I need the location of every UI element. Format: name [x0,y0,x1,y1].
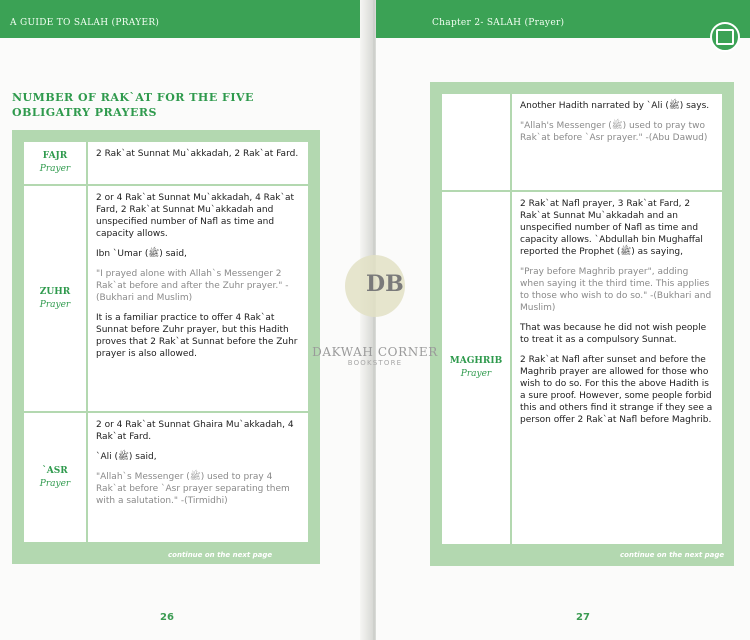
watermark-subtitle: BOOKSTORE [347,359,403,367]
table-row-zuhr [23,185,309,412]
asr-narrator: `Ali (ﷺ) said, [96,452,157,463]
prayer-label: FAJR [42,151,68,162]
zuhr-narrator: Ibn `Umar (ﷺ) said, [96,249,187,260]
prayer-label: MAGHRIB [449,356,503,366]
asr-hadith-quote: "Allah`s Messenger (ﷺ) used to pray 4 Rak`at before `Asr prayer separating them with a salutation." -(Tirmidhi) [96,472,290,507]
right-continue-note: continue on the next page [620,551,725,559]
prayer-sublabel: Prayer [39,299,71,310]
table-row-asr [23,412,309,543]
asr-continued-details [511,93,723,191]
prayer-sublabel: Prayer [39,164,71,175]
maghrib-hadith-quote: "Pray before Maghrib prayer", adding when saying it the third time. This applies to those who wish to do so." -(Bukhari and Muslim) [520,267,712,313]
zuhr-text: 2 or 4 Rak`at Sunnat Mu`akkadah, 4 Rak`at Fard, 2 Rak`at Sunnat Mu`akkadah and unspecified number of Nafl as time and capacity allows. [96,193,294,240]
maghrib-text: 2 Rak`at Nafl prayer, 3 Rak`at Fard, 2 Rak`at Sunnat Mu`akkadah and an unspecified number of Nafl as time and capacity allows. `Abdullah bin Mughaffal reported the Prophet (ﷺ) as saying, [520,199,703,257]
fajr-text: 2 Rak`at Sunnat Mu`akkadah, 2 Rak`at Fard. [96,149,299,159]
table-row-asr-continued [441,93,723,191]
book-icon [710,22,740,52]
zuhr-details [87,185,309,412]
watermark-monogram: DB [366,271,404,297]
prayer-sublabel: Prayer [39,478,71,489]
asr-details [87,412,309,543]
prayer-name-fajr [23,141,87,185]
zuhr-hadith-quote: "I prayed alone with Allah`s Messenger 2 Rak`at before and after the Zuhr prayer." -(Bukhari and Muslim) [96,269,289,304]
section-title: NUMBER OF RAK`AT FOR THE FIVE OBLIGATRY PRAYERS [12,91,254,119]
page-number-right: 27 [576,612,590,623]
maghrib-details [511,191,723,545]
prayer-sublabel: Prayer [460,369,492,379]
prayer-label: `ASR [42,465,68,476]
watermark-title: DAKWAH CORNER [312,345,438,359]
prayers-table-left [22,140,310,544]
left-header-title: A GUIDE TO SALAH (PRAYER) [10,18,160,28]
table-row-fajr [23,141,309,185]
right-header-bar [376,0,750,38]
fajr-details [87,141,309,185]
prayer-label: ZUHR [39,286,71,297]
left-header-bar [0,0,372,38]
bookstore-watermark [300,255,450,375]
book-icon-inner [716,29,734,45]
maghrib-note: 2 Rak`at Nafl after sunset and before the Maghrib prayer are allowed for those who wish to do so. For this the above Hadith is a sure proof. However, some people forbid this and others find it strange if they see a person offer 2 Rak`at Nafl before Maghrib. [520,355,713,425]
asr-text: 2 or 4 Rak`at Sunnat Ghaira Mu`akkadah, 4 Rak`at Fard. [96,420,294,443]
page-number-left: 26 [160,612,174,623]
prayer-name-maghrib [441,191,511,545]
asr-continued-text: Another Hadith narrated by `Ali (ﷺ) says. [520,101,710,111]
asr-continued-quote: "Allah's Messenger (ﷺ) used to pray two Rak`at before `Asr prayer." -(Abu Dawud) [520,121,708,143]
prayer-name-asr [23,412,87,543]
empty-label-cell [441,93,511,191]
zuhr-note: It is a familiar practice to offer 4 Rak`at Sunnat before Zuhr prayer, but this Hadith proves that 2 Rak`at Sunnat before the Zuhr prayer is also allowed. [96,313,298,360]
maghrib-explanation: That was because he did not wish people to treat it as a compulsory Sunnat. [520,323,707,345]
right-header-title: Chapter 2- SALAH (Prayer) [432,18,565,28]
prayers-table-right [440,92,724,546]
left-continue-note: continue on the next page [168,551,273,559]
prayer-name-zuhr [23,185,87,412]
table-row-maghrib [441,191,723,545]
